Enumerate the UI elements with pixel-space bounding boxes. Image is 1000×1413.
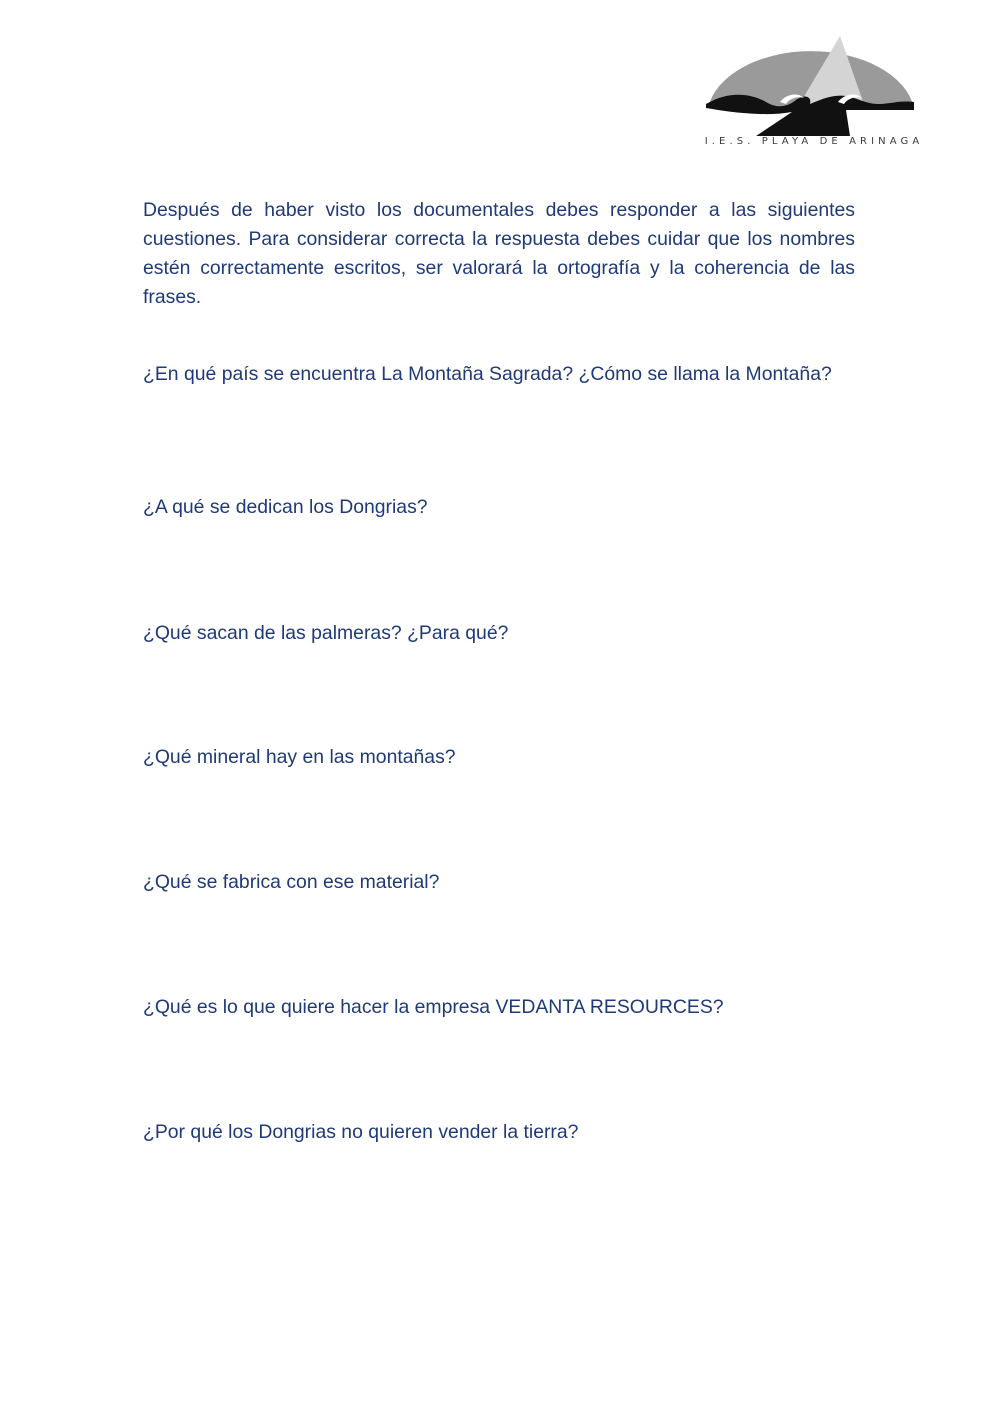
logo-emblem — [700, 30, 930, 140]
question-7: ¿Por qué los Dongrias no quieren vender la tierra? — [143, 1121, 579, 1143]
instructions-paragraph: Después de haber visto los documentales debes responder a las siguientes cuestiones. Para considerar correcta la respuesta debes cuidar que los nombres estén correctamente escritos, ser valorará la ortografía y la coherencia de las frases. — [143, 199, 855, 308]
school-logo — [700, 30, 930, 155]
question-6: ¿Qué es lo que quiere hacer la empresa VEDANTA RESOURCES? — [143, 996, 724, 1018]
question-2: ¿A qué se dedican los Dongrias? — [143, 496, 428, 518]
question-4: ¿Qué mineral hay en las montañas? — [143, 746, 456, 768]
question-3: ¿Qué sacan de las palmeras? ¿Para qué? — [143, 622, 509, 644]
question-5: ¿Qué se fabrica con ese material? — [143, 871, 440, 893]
logo-caption: I.E.S. PLAYA DE ARINAGA — [704, 136, 924, 147]
question-1: ¿En qué país se encuentra La Montaña Sagrada? ¿Cómo se llama la Montaña? — [143, 363, 832, 385]
